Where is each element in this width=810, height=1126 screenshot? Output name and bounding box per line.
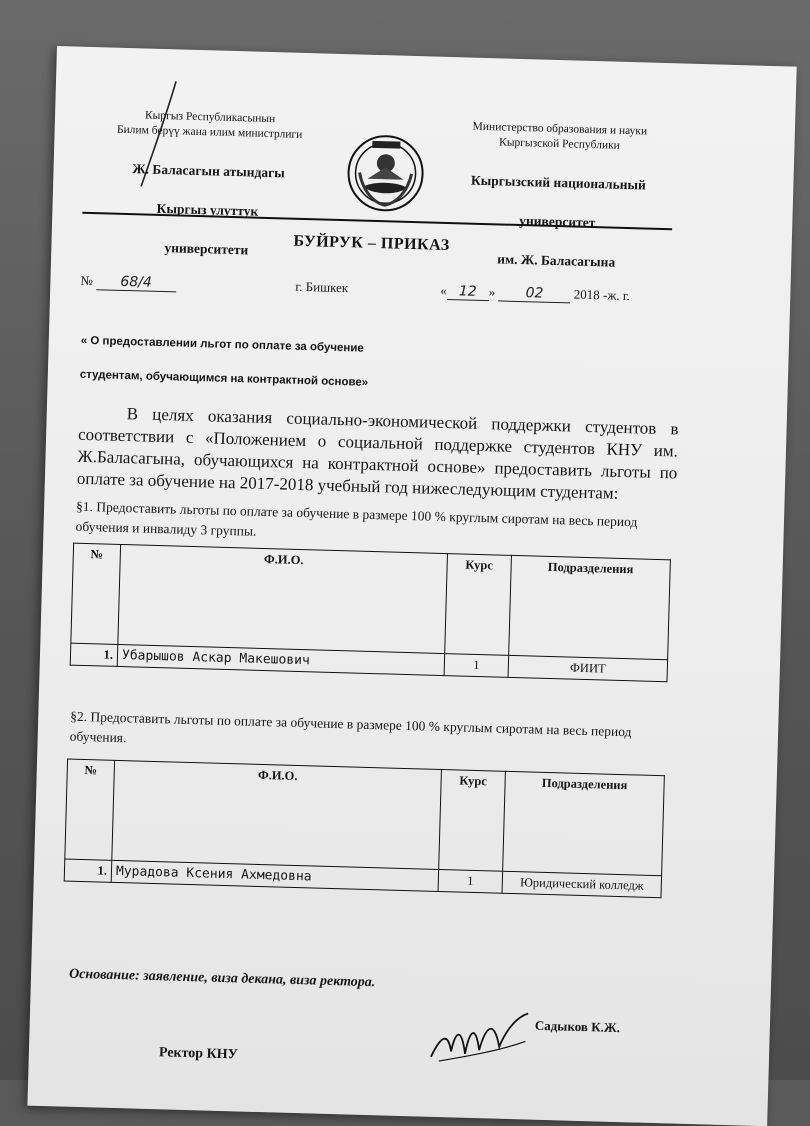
row-course: 1 — [438, 869, 503, 893]
document-title: БУЙРУК – ПРИКАЗ — [293, 232, 450, 255]
kyrgyz-emblem-icon — [344, 132, 426, 214]
header-right-bold1: Кыргызский национальный — [470, 172, 647, 193]
order-number-prefix: № — [80, 272, 94, 289]
section2-table — [64, 759, 665, 899]
header-left-bold2: Кыргыз улуттук — [156, 200, 259, 219]
row-num: 1. — [64, 859, 112, 882]
section1-table — [70, 543, 671, 683]
row-course: 1 — [444, 654, 509, 678]
subject-line1: « О предоставлении льгот по оплате за обучение — [80, 334, 364, 355]
row-num: 1. — [70, 643, 118, 666]
row-dept: Юридический колледж — [502, 871, 662, 897]
signatory-name: Садыков К.Ж. — [534, 1017, 621, 1036]
body-text: В целях оказания социально-экономической поддержки студентов в соответствии с «Положением о социальной поддержке студентов КНУ им. Ж.Баласагына, обучающихся на контрактной основе» предоставить льготы по оплате за обучение на 2017-2018 учебный год нижеследующим студентам: — [76, 404, 679, 503]
date-close-quote: » — [488, 284, 496, 300]
row-name: Мурадова Ксения Ахмедовна — [111, 860, 438, 891]
date-month: 02 — [498, 284, 570, 303]
rector-title: Ректор КНУ — [158, 1045, 239, 1063]
header-right-line1: Министерство образования и науки — [472, 120, 648, 138]
order-city: г. Бишкек — [295, 278, 349, 296]
row-dept: ФИИТ — [508, 655, 668, 681]
header-left-bold1: Ж. Баласагын атындагы — [132, 161, 286, 181]
table-header-row — [71, 543, 671, 660]
header-right-bold2: университет — [519, 212, 596, 231]
header-right-line2: Кыргызской Республики — [498, 136, 620, 152]
row-name: Убарышов Аскар Макешович — [117, 644, 444, 675]
header-left-bold3: университети — [164, 240, 249, 258]
col-name-header: Ф.И.О. — [118, 544, 448, 653]
document-sheet — [27, 46, 796, 1126]
subject-line2: студентам, обучающимся на контрактной основе» — [79, 368, 369, 389]
header-left-line2: Билим берүү жана илим министрлиги — [116, 123, 303, 141]
date-day: 12 — [447, 283, 489, 301]
header-right-bold3: им. Ж. Баласагына — [496, 251, 616, 270]
table-header-row — [65, 759, 665, 876]
section2-text: §2. Предоставить льготы по оплате за обучение в размере 100 % круглым сиротам на весь период обучения. — [69, 708, 632, 746]
handwritten-signature — [429, 1009, 531, 1072]
order-number — [80, 273, 176, 293]
section1-text: §1. Предоставить льготы по оплате за обучение в размере 100 % круглым сиротам на весь период обучения и инвалиду 3 группы. — [75, 498, 638, 539]
col-num-header: № — [65, 759, 115, 860]
col-course-header: Курс — [439, 770, 506, 872]
order-date — [440, 283, 630, 305]
order-number-value: 68/4 — [96, 273, 176, 292]
col-dept-header: Подразделения — [509, 555, 671, 659]
col-course-header: Курс — [445, 554, 512, 656]
body-paragraph — [77, 402, 679, 507]
col-name-header: Ф.И.О. — [112, 760, 442, 869]
date-year: 2018 -ж. г. — [573, 286, 631, 304]
date-open-quote: « — [440, 282, 448, 298]
col-num-header: № — [71, 543, 121, 644]
basis-note: Основание: заявление, виза декана, виза ректора. — [68, 966, 376, 991]
header-left-line1: Кыргыз Республикасынын — [144, 109, 276, 126]
col-dept-header: Подразделения — [503, 771, 665, 875]
